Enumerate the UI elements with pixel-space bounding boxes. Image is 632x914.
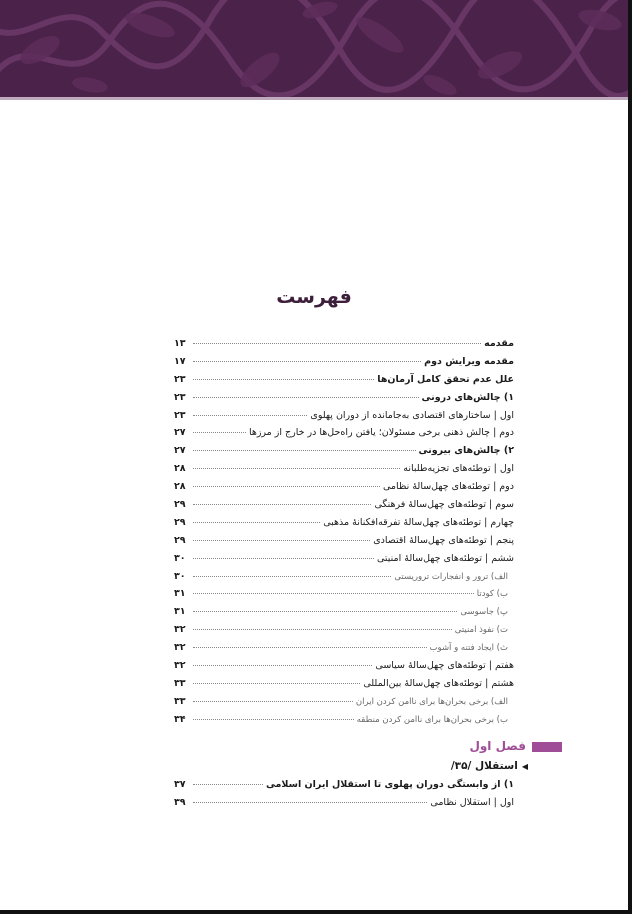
toc-entry <box>174 779 514 797</box>
toc-entry-label: اول | توطئه‌های تجزیه‌طلبانه <box>403 463 514 475</box>
decorative-banner <box>0 0 628 97</box>
dot-leader <box>193 540 370 541</box>
toc-entry-page: ۲۷ <box>174 427 186 439</box>
toc-entry <box>174 410 514 428</box>
toc-entry-label: پ) جاسوسی <box>460 607 508 618</box>
dot-leader <box>193 450 416 451</box>
toc-entry <box>174 338 514 356</box>
toc-entry <box>174 445 514 463</box>
toc-entry <box>174 463 514 481</box>
toc-entry-page: ۳۷ <box>174 779 186 790</box>
toc-entry-label: ۱) از وابستگی دوران پهلوی تا استقلال ایران اسلامی <box>265 779 514 790</box>
triangle-bullet-icon: ◀ <box>521 762 528 771</box>
dot-leader <box>193 379 374 380</box>
toc-entry-label: ششم | توطئه‌های چهل‌سالهٔ امنیتی <box>377 552 514 564</box>
dot-leader <box>193 361 421 362</box>
part-heading <box>451 760 528 772</box>
toc-entry <box>174 624 514 642</box>
toc-entry-label: الف) ترور و انفجارات تروریستی <box>394 571 508 582</box>
toc-entry-label: اول | استقلال نظامی <box>430 796 514 808</box>
table-of-contents <box>174 338 514 732</box>
toc-entry-label: هشتم | توطئه‌های چهل‌سالهٔ بین‌المللی <box>363 677 514 689</box>
toc-entry-page: ۱۳ <box>174 338 186 349</box>
toc-entry-label: پنجم | توطئه‌های چهل‌سالهٔ اقتصادی <box>373 534 514 546</box>
toc-entry-page: ۳۲ <box>174 624 186 636</box>
dot-leader <box>193 576 391 577</box>
toc-entry-page: ۲۷ <box>174 445 186 457</box>
chapter-contents <box>174 779 514 815</box>
toc-entry <box>174 642 514 660</box>
toc-entry <box>174 535 514 553</box>
toc-entry-page: ۳۲ <box>174 660 186 672</box>
dot-leader <box>193 486 380 487</box>
toc-entry-page: ۳۱ <box>174 588 186 600</box>
toc-entry-page: ۲۳ <box>174 391 186 403</box>
dot-leader <box>193 647 427 648</box>
dot-leader <box>193 802 427 803</box>
toc-entry-page: ۲۹ <box>174 499 186 511</box>
toc-entry-page: ۳۱ <box>174 606 186 618</box>
dot-leader <box>193 701 353 702</box>
floral-pattern <box>0 0 628 97</box>
dot-leader <box>193 558 374 559</box>
toc-entry-label: اول | ساختارهای اقتصادی به‌جامانده از دوران پهلوی <box>310 409 514 421</box>
toc-entry-label: ت) نفوذ امنیتی <box>454 625 508 636</box>
toc-entry-page: ۳۹ <box>174 796 186 808</box>
toc-entry-page: ۳۰ <box>174 570 186 582</box>
toc-entry-label: دوم | چالش ذهنی برخی مسئولان؛ یافتن راه‌حل‌ها در خارج از مرزها <box>248 427 514 439</box>
dot-leader <box>193 629 452 630</box>
toc-entry <box>174 571 514 589</box>
toc-entry-page: ۳۴ <box>174 713 186 725</box>
toc-entry <box>174 797 514 815</box>
toc-entry-label: ۲) چالش‌های بیرونی <box>418 445 514 457</box>
toc-entry-page: ۳۳ <box>174 695 186 707</box>
toc-entry-page: ۲۸ <box>174 463 186 475</box>
toc-entry <box>174 588 514 606</box>
toc-entry-label: مقدمه <box>484 338 514 349</box>
toc-entry <box>174 606 514 624</box>
part-title: استقلال /۳۵/ <box>450 760 518 772</box>
chapter-title: فصل اول <box>469 739 526 753</box>
toc-entry <box>174 678 514 696</box>
chapter-heading <box>470 739 562 755</box>
dot-leader <box>193 397 419 398</box>
toc-entry <box>174 714 514 732</box>
dot-leader <box>193 468 400 469</box>
dot-leader <box>193 432 246 433</box>
toc-entry-page: ۲۸ <box>174 481 186 493</box>
toc-entry <box>174 660 514 678</box>
toc-entry <box>174 374 514 392</box>
banner-divider <box>0 97 628 100</box>
toc-entry-label: سوم | توطئه‌های چهل‌سالهٔ فرهنگی <box>374 499 514 511</box>
toc-entry <box>174 517 514 535</box>
dot-leader <box>193 522 320 523</box>
toc-entry <box>174 356 514 374</box>
toc-entry-page: ۲۳ <box>174 373 186 385</box>
toc-entry <box>174 392 514 410</box>
toc-entry <box>174 427 514 445</box>
toc-entry-label: ث) ایجاد فتنه و آشوب <box>429 643 508 654</box>
toc-entry-label: الف) برخی بحران‌ها برای ناامن کردن ایران <box>355 696 508 707</box>
dot-leader <box>193 593 474 594</box>
toc-entry-label: چهارم | توطئه‌های چهل‌سالهٔ تفرقه‌افکنانهٔ مذهبی <box>323 516 514 528</box>
toc-entry <box>174 499 514 517</box>
dot-leader <box>193 504 371 505</box>
page-title: فهرست <box>276 286 352 308</box>
toc-entry-label: هفتم | توطئه‌های چهل‌سالهٔ سیاسی <box>375 660 514 672</box>
toc-entry <box>174 696 514 714</box>
dot-leader <box>193 343 481 344</box>
toc-entry-label: دوم | توطئه‌های چهل‌سالهٔ نظامی <box>382 481 514 493</box>
toc-entry-page: ۲۳ <box>174 409 186 421</box>
toc-entry-label: ۱) چالش‌های درونی <box>421 391 514 403</box>
toc-entry-page: ۳۲ <box>174 642 186 654</box>
toc-entry-label: مقدمه ویرایش دوم <box>424 355 514 367</box>
toc-entry-label: ب) کودتا <box>476 589 508 600</box>
toc-entry-page: ۳۰ <box>174 552 186 564</box>
dot-leader <box>193 415 307 416</box>
toc-entry-label: ب) برخی بحران‌ها برای ناامن کردن منطقه <box>356 714 508 725</box>
toc-entry-page: ۱۷ <box>174 355 186 367</box>
toc-entry-page: ۲۹ <box>174 534 186 546</box>
toc-entry-label: علل عدم تحقق کامل آرمان‌ها <box>377 373 514 385</box>
chapter-marker <box>532 742 562 752</box>
dot-leader <box>193 719 354 720</box>
dot-leader <box>193 611 457 612</box>
toc-entry-page: ۳۳ <box>174 677 186 689</box>
dot-leader <box>193 784 263 785</box>
dot-leader <box>193 683 360 684</box>
toc-entry <box>174 481 514 499</box>
toc-entry <box>174 553 514 571</box>
dot-leader <box>193 665 372 666</box>
toc-entry-page: ۲۹ <box>174 516 186 528</box>
